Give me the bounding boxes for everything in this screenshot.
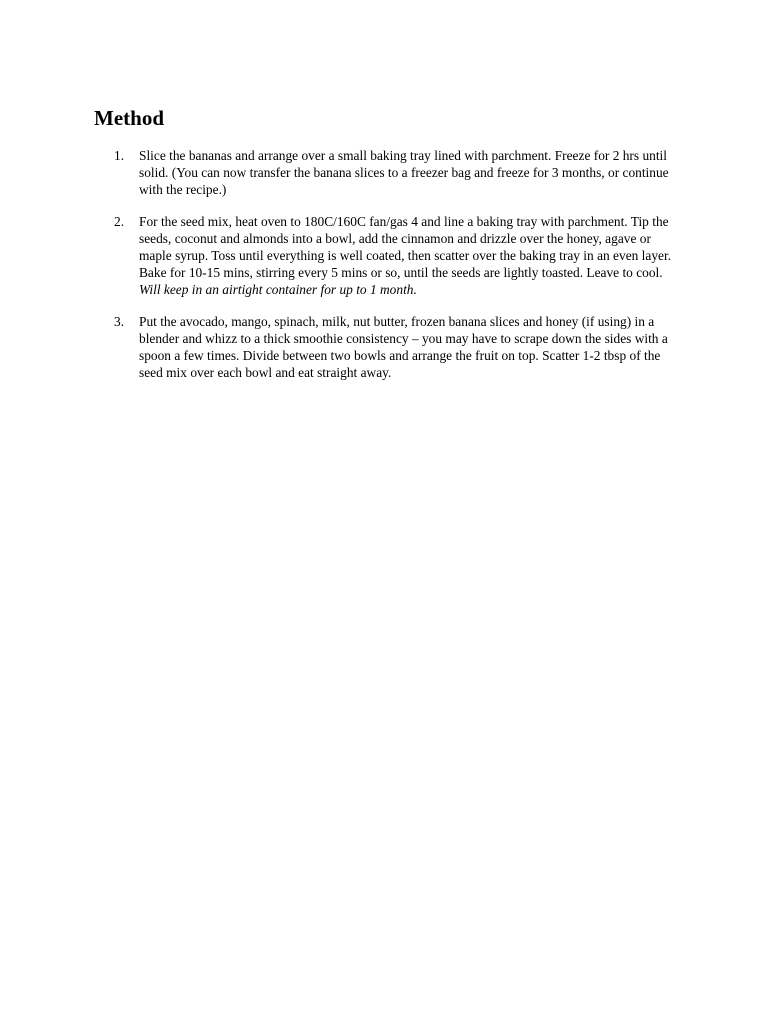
step-number: 2. xyxy=(114,214,125,230)
step-note: Will keep in an airtight container for up to 1 month. xyxy=(139,281,417,297)
method-steps-list xyxy=(0,148,768,398)
method-step xyxy=(0,214,768,298)
step-text xyxy=(139,214,675,298)
step-body: Slice the bananas and arrange over a small baking tray lined with parchment. Freeze for 2 hrs until solid. (You can now transfer the banana slices to a freezer bag and freeze for 3 months, or continue with the recipe.) xyxy=(139,148,669,197)
step-text xyxy=(139,314,675,381)
section-heading: Method xyxy=(94,106,164,130)
step-text xyxy=(139,148,675,198)
step-number: 3. xyxy=(114,314,125,330)
step-body: For the seed mix, heat oven to 180C/160C fan/gas 4 and line a baking tray with parchment. Tip the seeds, coconut and almonds into a bowl, add the cinnamon and drizzle over the honey, agave or maple syrup. Toss until everything is well coated, then scatter over the baking tray in an even layer. Bake for 10-15 mins, stirring every 5 mins or so, until the seeds are lightly toasted. Leave to cool. xyxy=(139,214,672,280)
method-step xyxy=(0,314,768,381)
step-number: 1. xyxy=(114,148,125,163)
step-body: Put the avocado, mango, spinach, milk, nut butter, frozen banana slices and honey (if using) in a blender and whizz to a thick smoothie consistency – you may have to scrape down the sides with a spoon a few times. Divide between two bowls and arrange the fruit on top. Scatter 1-2 tbsp of the seed mix over each bowl and eat straight away. xyxy=(139,314,668,380)
method-step xyxy=(0,148,768,198)
